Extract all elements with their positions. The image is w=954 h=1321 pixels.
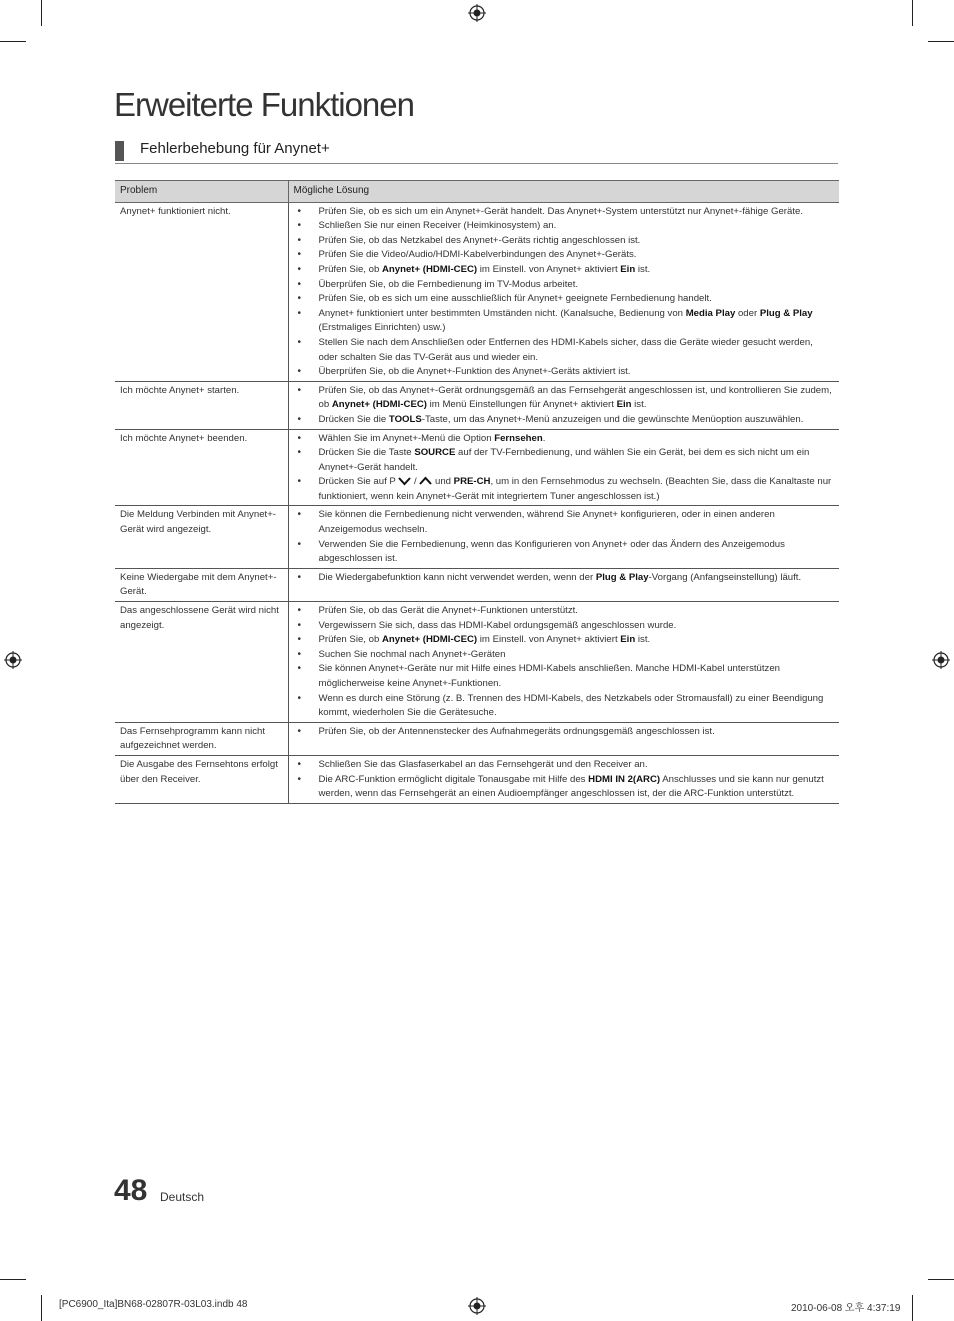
page-language: Deutsch <box>160 1190 205 1204</box>
table-row <box>115 202 839 381</box>
solution-list <box>297 205 835 380</box>
bold-term: Media Play <box>685 307 736 319</box>
list-item <box>297 446 835 475</box>
text-run: Anynet+ funktioniert unter bestimmten Umständen nicht. (Kanalsuche, Bedienung von <box>318 307 686 319</box>
problem-cell: Das Fernsehprogramm kann nicht aufgezeichnet werden. <box>115 722 288 755</box>
table-row <box>115 755 839 803</box>
list-item <box>297 538 835 567</box>
list-item <box>297 278 835 293</box>
text-run: Prüfen Sie, ob es sich um ein Anynet+-Gerät handelt. Das Anynet+-System unterstützt nur Anynet+-fähige Geräte. <box>318 205 803 217</box>
text-run: Sie können Anynet+-Geräte nur mit Hilfe eines HDMI-Kabels anschließen. Manche HDMI-Kabel unterstützen möglicherweise keine Anynet+-Funktionen. <box>318 663 781 689</box>
text-run: Prüfen Sie, ob es sich um eine ausschließlich für Anynet+ geeignete Fernbedienung handelt. <box>318 293 712 305</box>
text-run: Wenn es durch eine Störung (z. B. Trennen des HDMI-Kabels, des Netzkabels oder Stromausfall) zu einer Beendigung kommt, wiederholen Sie die Gerätesuche. <box>318 692 824 719</box>
chevron-down-icon <box>398 476 411 486</box>
registration-mark-icon <box>932 651 950 669</box>
bold-term: HDMI IN 2(ARC) <box>588 773 661 785</box>
text-run: Prüfen Sie die Video/Audio/HDMI-Kabelverbindungen des Anynet+-Geräts. <box>318 249 637 261</box>
text-run: Prüfen Sie, ob <box>318 634 382 646</box>
text-run: Stellen Sie nach dem Anschließen oder Entfernen des HDMI-Kabels sicher, dass die Geräte wieder gesucht werden, oder schalten Sie das TV-Gerät aus und wieder ein. <box>318 336 813 363</box>
troubleshooting-table <box>115 180 839 804</box>
text-run: Überprüfen Sie, ob die Fernbedienung im TV-Modus arbeitet. <box>318 278 579 290</box>
solution-cell <box>288 722 839 755</box>
list-item <box>297 365 835 380</box>
solution-cell <box>288 202 839 381</box>
text-run: Überprüfen Sie, ob die Anynet+-Funktion des Anynet+-Geräts aktiviert ist. <box>318 366 631 378</box>
text-run: im Einstell. von Anynet+ aktiviert <box>477 263 621 275</box>
bold-term: Ein <box>620 263 636 275</box>
problem-cell: Die Meldung Verbinden mit Anynet+-Gerät wird angezeigt. <box>115 506 288 568</box>
table-header-row <box>115 181 839 203</box>
text-run: und <box>432 476 454 488</box>
bold-term: Ein <box>620 634 636 646</box>
text-run: Schließen Sie das Glasfaserkabel an das Fernsehgerät und den Receiver an. <box>318 758 648 770</box>
list-item <box>297 648 835 663</box>
text-run: Drücken Sie auf P <box>318 476 399 488</box>
list-item <box>297 384 835 413</box>
bold-term: Anynet+ (HDMI-CEC) <box>381 634 478 646</box>
column-header-solution: Mögliche Lösung <box>288 181 839 203</box>
bold-term: Ein <box>616 399 632 411</box>
text-run: Wählen Sie im Anynet+-Menü die Option <box>318 432 495 444</box>
list-item <box>297 234 835 249</box>
text-run: auf der TV-Fernbedienung, und wählen Sie ein Gerät, bei dem es sich nicht um ein Anynet+-Gerät handelt. <box>318 447 810 473</box>
text-run: ist. <box>635 263 651 275</box>
text-run: Drücken Sie die Taste <box>318 447 415 459</box>
list-item <box>297 571 835 586</box>
text-run: ist. <box>631 399 647 411</box>
list-item <box>297 508 835 537</box>
crop-mark <box>41 1295 42 1321</box>
list-item <box>297 773 835 802</box>
crop-mark <box>928 41 954 42</box>
section-title: Fehlerbehebung für Anynet+ <box>140 140 330 157</box>
list-item <box>297 307 835 336</box>
solution-cell <box>288 568 839 601</box>
text-run: Prüfen Sie, ob das Gerät die Anynet+-Funktionen unterstützt. <box>318 605 578 617</box>
bold-term: Anynet+ (HDMI-CEC) <box>381 263 478 275</box>
text-run: -Taste, um das Anynet+-Menü anzuzeigen und die gewünschte Menüoption auszuwählen. <box>421 413 804 425</box>
text-run: Prüfen Sie, ob <box>318 263 382 275</box>
text-run: Sie können die Fernbedienung nicht verwenden, während Sie Anynet+ konfigurieren, oder in einen anderen Anzeigemodus wechseln. <box>318 509 775 536</box>
list-item <box>297 692 835 721</box>
registration-mark-icon <box>468 4 486 22</box>
solution-list <box>297 604 835 721</box>
registration-mark-icon <box>4 651 22 669</box>
bold-term: Fernsehen <box>494 432 543 444</box>
text-run: Drücken Sie die <box>318 413 389 425</box>
list-item <box>297 263 835 278</box>
problem-cell: Keine Wiedergabe mit dem Anynet+-Gerät. <box>115 568 288 601</box>
list-item <box>297 292 835 307</box>
crop-mark <box>0 41 26 42</box>
list-item <box>297 432 835 447</box>
table-row <box>115 429 839 506</box>
page-number: 48 <box>114 1174 148 1207</box>
solution-list <box>297 384 835 428</box>
bold-term: TOOLS <box>388 413 422 425</box>
solution-cell <box>288 506 839 568</box>
table-row <box>115 506 839 568</box>
registration-mark-icon <box>468 1297 486 1315</box>
crop-mark <box>912 0 913 26</box>
bold-term: SOURCE <box>414 447 456 459</box>
text-run: Prüfen Sie, ob der Antennenstecker des Aufnahmegeräts ordnungsgemäß angeschlossen ist. <box>318 725 715 737</box>
table-row <box>115 568 839 601</box>
crop-mark <box>928 1279 954 1280</box>
text-run: im Menü Einstellungen für Anynet+ aktiviert <box>426 399 617 411</box>
problem-cell: Das angeschlossene Gerät wird nicht angezeigt. <box>115 602 288 723</box>
bold-term: Anynet+ (HDMI-CEC) <box>331 399 427 411</box>
footer-timestamp: 2010-06-08 오후 4:37:19 <box>791 1303 901 1314</box>
problem-cell: Ich möchte Anynet+ beenden. <box>115 429 288 506</box>
text-run: (Erstmaliges Einrichten) usw.) <box>318 322 446 334</box>
text-run: / <box>411 476 420 488</box>
solution-list <box>297 571 835 586</box>
problem-cell: Die Ausgabe des Fernsehtons erfolgt über den Receiver. <box>115 755 288 803</box>
solution-cell <box>288 381 839 429</box>
text-run: , um in den Fernsehmodus zu wechseln. (Beachten Sie, dass die Kanaltaste nur funktioniert, wenn kein Anynet+-Gerät mit integriertem Tuner angeschlossen ist.) <box>318 476 832 502</box>
table-row <box>115 722 839 755</box>
list-item <box>297 725 835 740</box>
section-header <box>115 139 838 164</box>
section-bar-marker <box>115 141 124 161</box>
text-run: ist. <box>635 634 651 646</box>
crop-mark <box>912 1295 913 1321</box>
text-run: Verwenden Sie die Fernbedienung, wenn das Konfigurieren von Anynet+ oder das Ändern des Anzeigemodus abgeschlossen ist. <box>318 538 785 565</box>
text-run: . <box>542 432 546 444</box>
text-run: im Einstell. von Anynet+ aktiviert <box>477 634 621 646</box>
list-item <box>297 336 835 365</box>
bold-term: Plug & Play <box>759 307 813 319</box>
page-title: Erweiterte Funktionen <box>114 86 414 123</box>
solution-list <box>297 508 835 566</box>
footer-file-name: [PC6900_Ita]BN68-02807R-03L03.indb 48 <box>59 1299 248 1310</box>
solution-cell <box>288 429 839 506</box>
list-item <box>297 248 835 263</box>
text-run: -Vorgang (Anfangseinstellung) läuft. <box>648 571 802 583</box>
text-run: Suchen Sie nochmal nach Anynet+-Geräten <box>318 648 506 660</box>
list-item <box>297 205 835 220</box>
table-body <box>115 202 839 803</box>
text-run: Die Wiedergabefunktion kann nicht verwendet werden, wenn der <box>318 571 596 583</box>
text-run: Schließen Sie nur einen Receiver (Heimkinosystem) an. <box>318 220 557 232</box>
crop-mark <box>0 1279 26 1280</box>
table-row <box>115 381 839 429</box>
crop-mark <box>41 0 42 26</box>
text-run: Anschlusses und sie kann nur genutzt werden, wenn das Fernsehgerät an einen Audioempfänger angeschlossen ist, der die ARC-Funktion unterstützt. <box>318 773 824 800</box>
problem-cell: Ich möchte Anynet+ starten. <box>115 381 288 429</box>
table-row <box>115 602 839 723</box>
solution-list <box>297 758 835 802</box>
text-run: Die ARC-Funktion ermöglicht digitale Tonausgabe mit Hilfe des <box>318 773 589 785</box>
list-item <box>297 219 835 234</box>
list-item <box>297 758 835 773</box>
solution-list <box>297 432 835 505</box>
solution-cell <box>288 602 839 723</box>
list-item <box>297 619 835 634</box>
list-item <box>297 662 835 691</box>
list-item <box>297 604 835 619</box>
text-run: oder <box>735 307 760 319</box>
column-header-problem: Problem <box>115 181 288 203</box>
solution-cell <box>288 755 839 803</box>
text-run: Vergewissern Sie sich, dass das HDMI-Kabel ordungsgemäß angeschlossen wurde. <box>318 619 677 631</box>
text-run: Prüfen Sie, ob das Anynet+-Gerät ordnungsgemäß an das Fernsehgerät angeschlossen ist, und kontrollieren Sie zudem, ob <box>318 384 832 411</box>
list-item <box>297 633 835 648</box>
list-item <box>297 475 835 504</box>
chevron-up-icon <box>419 476 432 486</box>
bold-term: Plug & Play <box>595 571 649 583</box>
solution-list <box>297 725 835 740</box>
text-run: Prüfen Sie, ob das Netzkabel des Anynet+-Geräts richtig angeschlossen ist. <box>318 234 641 246</box>
bold-term: PRE-CH <box>453 476 491 488</box>
problem-cell: Anynet+ funktioniert nicht. <box>115 202 288 381</box>
list-item <box>297 413 835 428</box>
